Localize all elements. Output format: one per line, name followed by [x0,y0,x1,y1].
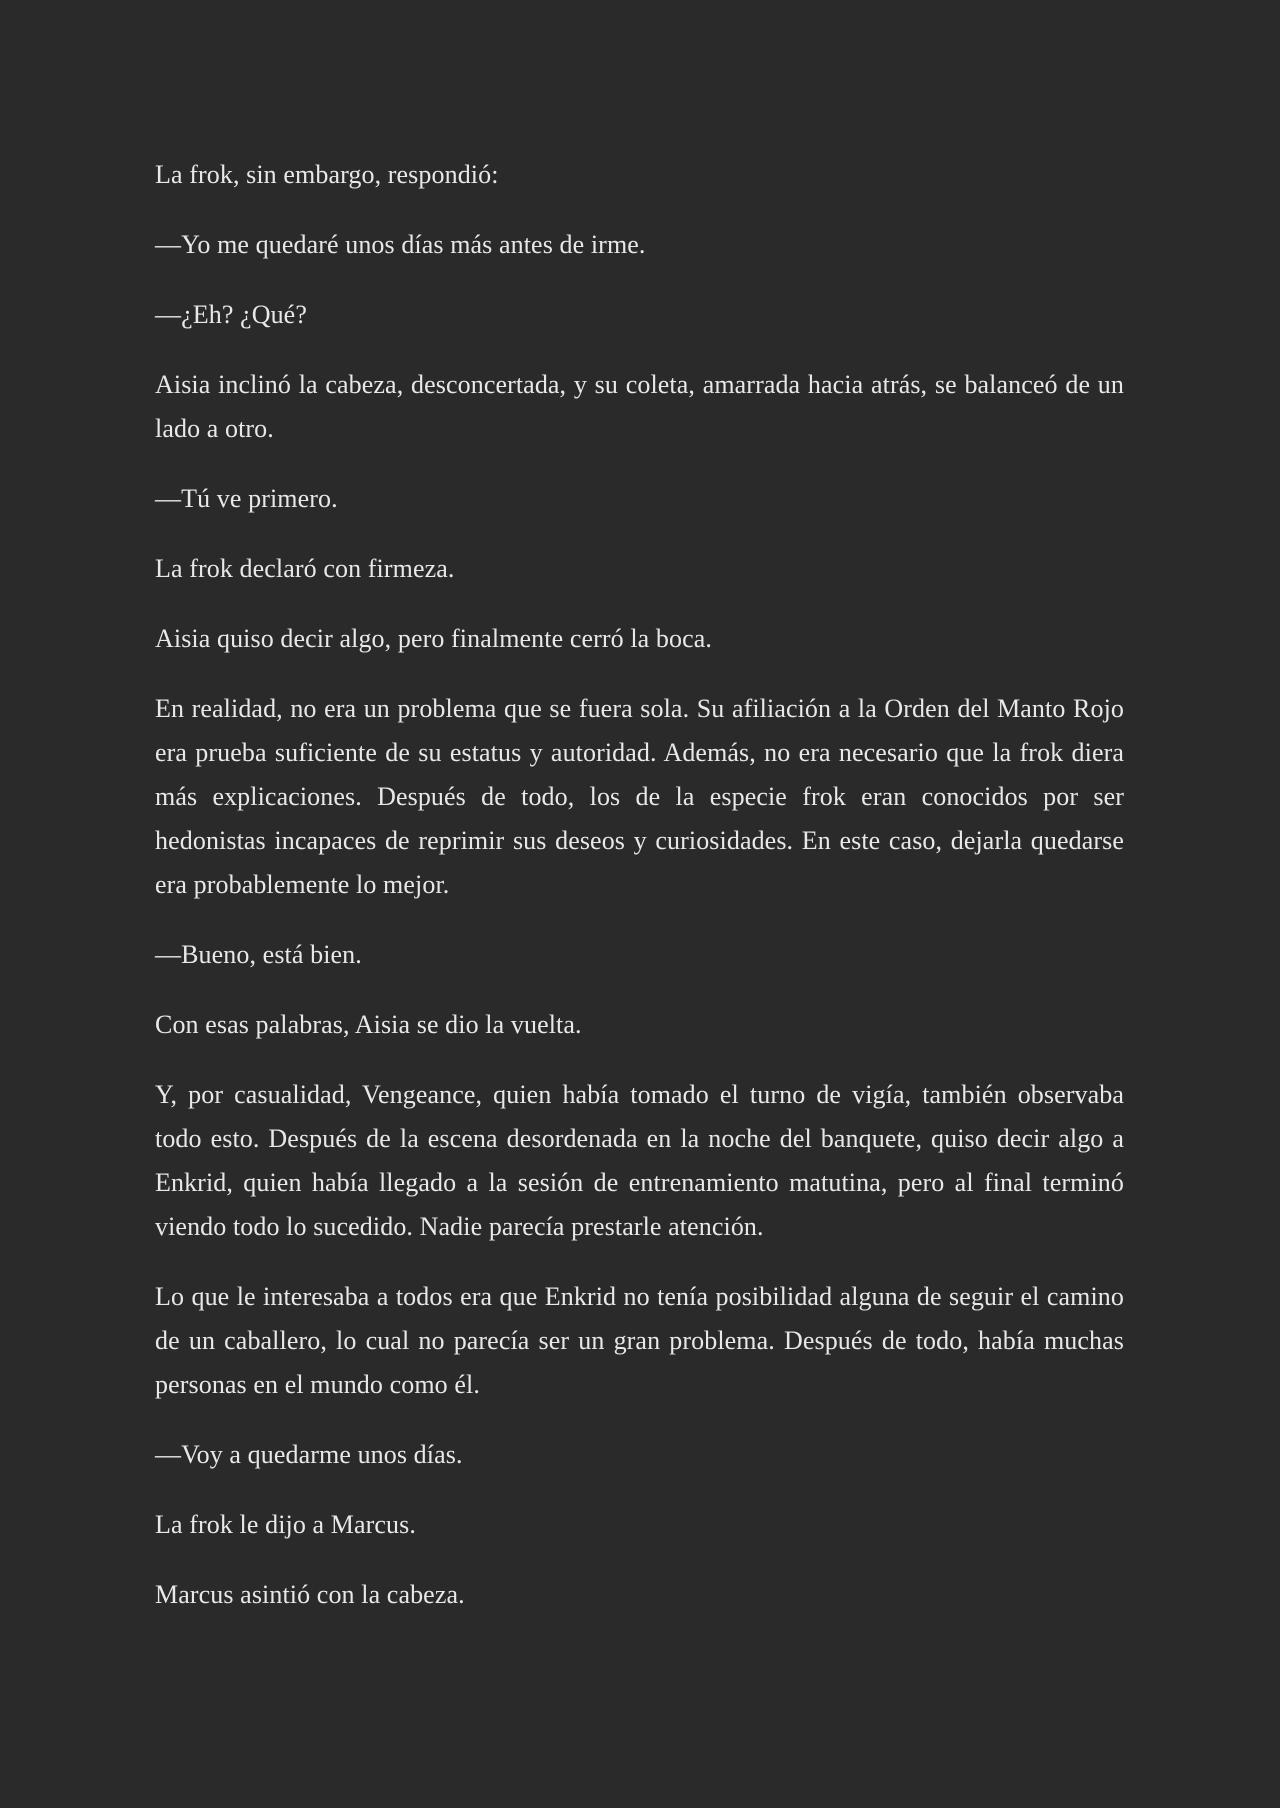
paragraph: Y, por casualidad, Vengeance, quien había tomado el turno de vigía, también observaba todo esto. Después de la escena desordenada en la noche del banquete, quiso decir algo a Enkrid, quien había llegado a la sesión de entrenamiento matutina, pero al final terminó viendo todo lo sucedido. Nadie parecía prestarle atención. [155,1080,1124,1241]
paragraph: La frok le dijo a Marcus. [155,1510,416,1539]
paragraph: Lo que le interesaba a todos era que Enkrid no tenía posibilidad alguna de seguir el camino de un caballero, lo cual no parecía ser un gran problema. Después de todo, había muchas personas en el mundo como él. [155,1282,1124,1399]
paragraph: Con esas palabras, Aisia se dio la vuelta. [155,1010,582,1039]
paragraph: —¿Eh? ¿Qué? [155,300,307,329]
paragraph: La frok declaró con firmeza. [155,554,455,583]
paragraph: En realidad, no era un problema que se fuera sola. Su afiliación a la Orden del Manto Rojo era prueba suficiente de su estatus y autoridad. Además, no era necesario que la frok diera más explicaciones. Después de todo, los de la especie frok eran conocidos por ser hedonistas incapaces de reprimir sus deseos y curiosidades. En este caso, dejarla quedarse era probablemente lo mejor. [155,694,1124,899]
paragraph: —Tú ve primero. [155,484,338,513]
paragraph: —Yo me quedaré unos días más antes de irme. [155,230,646,259]
document-page [155,153,1124,1643]
paragraph: La frok, sin embargo, respondió: [155,160,499,189]
paragraph: —Voy a quedarme unos días. [155,1440,463,1469]
paragraph: Aisia quiso decir algo, pero finalmente cerró la boca. [155,624,712,653]
paragraph: —Bueno, está bien. [155,940,362,969]
paragraph: Marcus asintió con la cabeza. [155,1580,465,1609]
paragraph: Aisia inclinó la cabeza, desconcertada, y su coleta, amarrada hacia atrás, se balanceó de un lado a otro. [155,370,1124,443]
